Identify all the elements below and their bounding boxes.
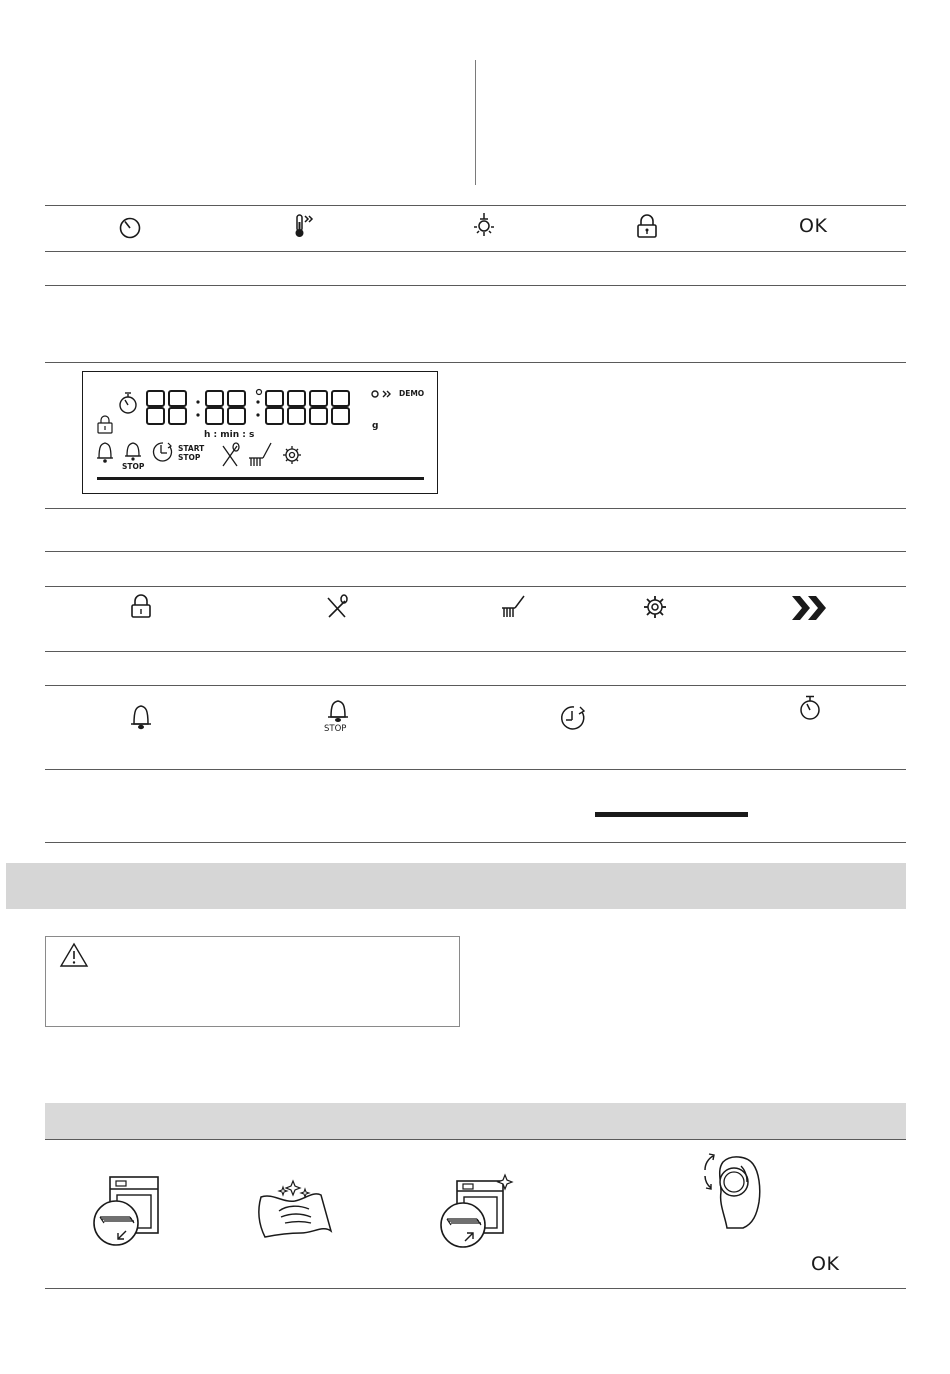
warning-box bbox=[45, 936, 460, 1027]
table-rule bbox=[45, 685, 906, 686]
bell-icon bbox=[129, 703, 153, 731]
display-stop-label: STOP bbox=[122, 462, 145, 471]
display-settings-icon bbox=[283, 446, 301, 464]
ok-button[interactable]: OK bbox=[799, 215, 828, 237]
remove-accessories-oven-icon bbox=[90, 1175, 162, 1249]
display-gram-label: g bbox=[372, 421, 379, 431]
lock-icon[interactable] bbox=[636, 215, 658, 239]
timer-icon[interactable] bbox=[118, 215, 142, 239]
column-divider bbox=[475, 60, 476, 185]
bell-stop-label: STOP bbox=[324, 724, 347, 734]
display-lock-icon bbox=[98, 416, 112, 433]
table-rule bbox=[45, 1139, 906, 1140]
display-bell-stop-icon bbox=[125, 443, 141, 461]
display-progress-bar bbox=[97, 477, 424, 480]
lamp-icon[interactable] bbox=[471, 212, 497, 240]
table-rule bbox=[45, 651, 906, 652]
insert-accessories-oven-icon bbox=[437, 1175, 513, 1249]
heat-up-indicator-bar bbox=[595, 812, 748, 817]
table-header-band bbox=[45, 1103, 906, 1139]
cutlery-icon bbox=[325, 595, 349, 619]
display-panel bbox=[82, 371, 438, 494]
settings-gear-icon bbox=[643, 595, 667, 619]
table-rule bbox=[45, 205, 906, 206]
double-chevron-icon bbox=[792, 596, 832, 620]
turn-knob-hand-icon bbox=[697, 1148, 763, 1230]
fast-heat-up-icon[interactable] bbox=[292, 213, 320, 239]
table-rule bbox=[45, 508, 906, 509]
display-start-label: START bbox=[178, 444, 205, 453]
table-rule bbox=[45, 551, 906, 552]
display-start-stop-label: STOP bbox=[178, 453, 201, 462]
end-time-icon bbox=[560, 704, 590, 732]
bell-stop-icon bbox=[326, 699, 350, 723]
display-demo-label: DEMO bbox=[399, 389, 425, 398]
display-digits bbox=[83, 372, 439, 495]
table-rule bbox=[45, 362, 906, 363]
table-rule bbox=[45, 1288, 906, 1289]
table-rule bbox=[45, 251, 906, 252]
display-cleaning-icon bbox=[249, 443, 271, 466]
cleaning-brush-icon bbox=[501, 594, 529, 620]
warning-triangle-icon bbox=[60, 943, 88, 967]
display-end-time-icon bbox=[154, 443, 172, 461]
display-bell-icon bbox=[97, 443, 113, 463]
display-hms-label: h : min : s bbox=[204, 430, 255, 440]
table-rule bbox=[45, 285, 906, 286]
table-rule bbox=[45, 842, 906, 843]
table-rule bbox=[45, 769, 906, 770]
table-rule bbox=[45, 586, 906, 587]
lock-icon bbox=[130, 595, 152, 619]
stopwatch-icon bbox=[798, 695, 822, 721]
display-cutlery-icon bbox=[223, 443, 239, 466]
clean-cloth-icon bbox=[253, 1175, 335, 1245]
section-heading-band bbox=[6, 863, 906, 909]
display-stopwatch-icon bbox=[120, 393, 136, 413]
ok-button[interactable]: OK bbox=[811, 1253, 840, 1275]
